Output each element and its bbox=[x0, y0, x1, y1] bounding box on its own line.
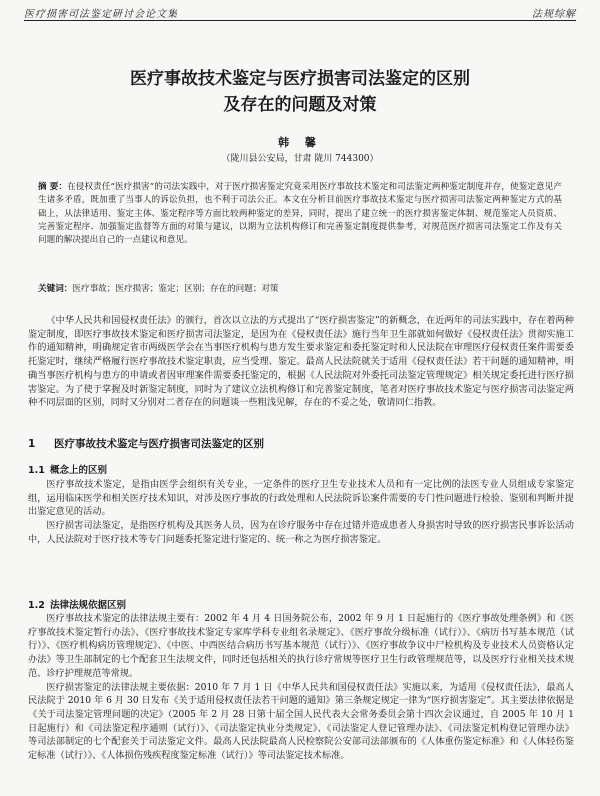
header-left: 医疗损害司法鉴定研讨会论文集 bbox=[24, 8, 178, 20]
affiliation: （陇川县公安局，甘肃 陇川 744300） bbox=[221, 154, 379, 164]
paragraph: 医疗事故技术鉴定，是指由医学会组织有关专业，一定条件的医疗卫生专业技术人员和有一定比例的法医专业人员组成专家鉴定组，运用临床医学和相关医疗技术知识，对涉及医疗事故的行政处理和人民法院诉讼案件需要的专门性问题进行检验、鉴别和判断并提出鉴定意见的活动。 bbox=[28, 479, 574, 518]
keywords-text: 医疗事故；医疗损害；鉴定；区别；存在的问题；对策 bbox=[72, 284, 279, 294]
abstract-label: 摘 要： bbox=[38, 182, 68, 192]
section-1-title: 医疗事故技术鉴定与医疗损害司法鉴定的区别 bbox=[54, 438, 264, 450]
abstract bbox=[38, 181, 562, 247]
keywords-label: 关键词： bbox=[38, 284, 73, 294]
paragraph: 医疗事故技术鉴定的法律法规主要有：2002 年 4 月 4 日国务院公布，2002 年 9 月 1 日起施行的《医疗事故处理条例》和《医疗事故技术鉴定暂行办法》、《医疗事故技术鉴定专家库学科专业组名录规定》、《医疗事故分级标准（试行）》、《病历书写基本规范（试行）》、《医疗机构病历管理规定》、《中医、中西医结合病历书写基本规范（试行）》、《医疗事故争议中尸检机构及专业技术人员资格认定办法》等卫生部制定的七个配套卫生法规文件，同时还包括相关的执行诊疗常规等医疗卫生行政管理规范等，以及医疗行业相关技术规范、诊疗护理规范等常规。 bbox=[28, 613, 574, 679]
title-line-2: 及存在的问题及对策 bbox=[223, 95, 377, 115]
paper-title bbox=[30, 66, 570, 118]
subsection-1-2-number: 1.2 bbox=[28, 600, 45, 611]
header-rule bbox=[24, 20, 576, 21]
section-1-number: 1 bbox=[28, 438, 36, 450]
keywords bbox=[38, 283, 562, 296]
paragraph: 医疗损害司法鉴定，是指医疗机构及其医务人员，因为在诊疗服务中存在过错并造成患者人身损害时导致的医疗损害民事诉讼活动中，人民法院对于医疗技术等专门问题委托鉴定进行鉴定的、统一称之为医疗损害鉴定。 bbox=[28, 520, 574, 545]
running-header bbox=[24, 4, 576, 20]
intro-text: 《中华人民共和国侵权责任法》的颁行，首次以立法的方式提出了“医疗损害鉴定”的新概念，在近两年的司法实践中，存在着两种鉴定制度，即医疗事故技术鉴定和医疗损害司法鉴定，是因为在《侵权责任法》施行当年卫生部就如何做好《侵权责任法》贯彻实施工作的通知精神，明确规定省市两级医学会在当事医疗机构与患方发生要求鉴定和委托鉴定时和人民法院在审理医疗侵权责任案件需要委托鉴定时，继续严格履行医疗事故技术鉴定职责，应当受理、鉴定。最高人民法院就关于适用《侵权责任法》若干问题的通知精神，明确当事医疗机构与患方的申请或者因审理案件需要委托鉴定的，根据《人民法院对外委托司法鉴定管理规定》相关规定委托进行医疗损害鉴定。为了使于掌握及时新鉴定制度，同时为了建议立法机构修订和完善鉴定制度，笔者对医疗事故技术鉴定与医疗损害司法鉴定两种不同层面的区别，同时又分别对二者存在的问题谈一些粗浅见解，存在的不妥之处，敬请同仁指教。 bbox=[28, 315, 574, 409]
subsection-1-1-title: 概念上的区别 bbox=[50, 465, 108, 476]
subsection-1-2-body bbox=[28, 612, 574, 763]
header-right: 法规综解 bbox=[532, 8, 576, 20]
subsection-1-1-number: 1.1 bbox=[28, 465, 45, 476]
intro-paragraph bbox=[28, 314, 574, 410]
paragraph: 医疗损害鉴定的法律法规主要依据：2010 年 7 月 1 日《中华人民共和国侵权责任法》实施以来，为适用《侵权责任法》，最高人民法院于 2010 年 6 月 30 日发布《关于适用侵权责任法若干问题的通知》第三条规定规定一律为“医疗损害鉴定”。其主要法律依据是《关于司法鉴定管理问题的决定》（2005 年 2 月 28 日第十届全国人民代表大会常务委员会第十四次会议通过，自 2005 年 10 月 1 日起施行）和《司法鉴定程序通则（试行）》、《司法鉴定执业分类规定》、《司法鉴定人登记管理办法》、《司法鉴定机构登记管理办法》等司法部制定的七个配套关于司法鉴定文件。最高人民法院最高人民检察院公安部司法部颁布的《人体重伤鉴定标准》和《人体轻伤鉴定标准（试行）》、《人体损伤残疾程度鉴定标准（试行）》等司法鉴定技术标准。 bbox=[28, 681, 574, 762]
subsection-1-2-heading bbox=[28, 597, 574, 611]
subsection-1-1-body bbox=[28, 478, 574, 547]
author: 韩 馨 bbox=[278, 136, 322, 149]
title-line-1: 医疗事故技术鉴定与医疗损害司法鉴定的区别 bbox=[130, 69, 470, 89]
abstract-text: 在侵权责任“医疗损害”的司法实践中，对于医疗损害鉴定究竟采用医疗事故技术鉴定和司法鉴定两种鉴定制度并存，使鉴定意见产生诸多矛盾，既加重了当事人的诉讼负担，也不利于司法公正。本文在分析目前医疗事故技术鉴定与医疗损害司法鉴定两种鉴定方式的基础上，从法律适用、鉴定主体、鉴定程序等方面比较两种鉴定的差异，同时，提出了建立统一的医疗损害鉴定体制、规范鉴定人员资质、完善鉴定程序、加强鉴定监督等方面的对策与建议，以期为立法机构修订和完善鉴定制度提供参考，对规范医疗损害司法鉴定工作及有关问题的解决提出自己的一点建议和意见。 bbox=[38, 182, 562, 246]
subsection-1-1-heading bbox=[28, 462, 574, 476]
section-1-heading bbox=[28, 436, 574, 451]
subsection-1-2-title: 法律法规依据区别 bbox=[50, 600, 127, 611]
